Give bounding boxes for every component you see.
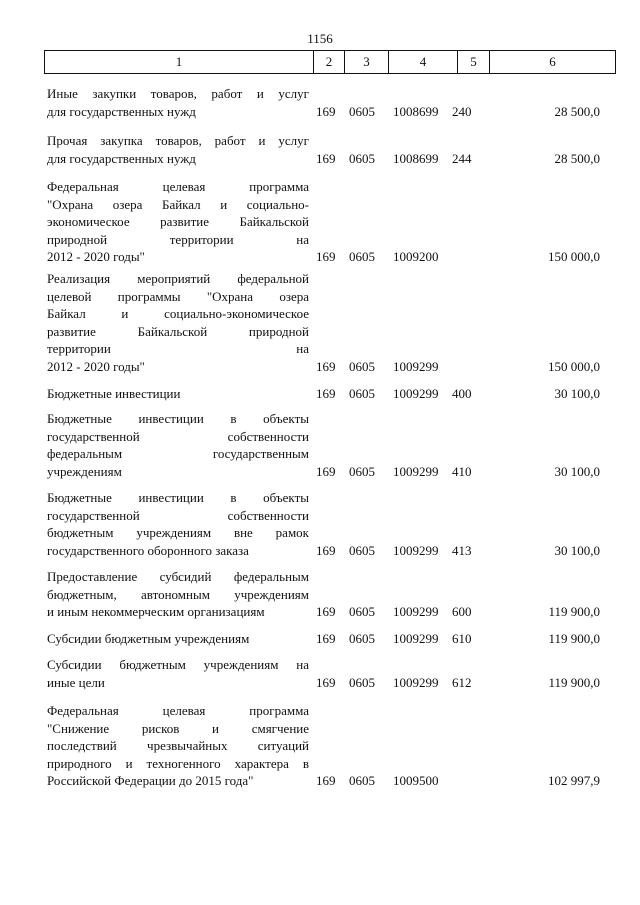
- target-article-code: 1009299: [393, 631, 439, 646]
- amount-value: 119 900,0: [548, 631, 600, 646]
- row-description: [47, 410, 309, 480]
- target-article-code: 1009299: [393, 386, 439, 401]
- description-line: развитие Байкальской природной: [47, 323, 309, 339]
- target-article-code: 1009500: [393, 773, 439, 788]
- row-description: [47, 702, 309, 790]
- description-line: для государственных нужд: [47, 103, 196, 119]
- ministry-code: 169: [316, 463, 336, 479]
- row-description: [47, 630, 309, 648]
- expense-type-code: 410: [452, 463, 472, 479]
- description-line: государственного оборонного заказа: [47, 542, 249, 558]
- description-line: территории на: [47, 341, 309, 356]
- description-line: природной территории на: [47, 231, 309, 247]
- row-description: [47, 132, 309, 167]
- description-line: Иные закупки товаров, работ и услуг: [47, 86, 309, 101]
- description-line: экономическое развитие Байкальской: [47, 214, 309, 229]
- description-line: для государственных нужд: [47, 150, 196, 166]
- amount-value: 28 500,0: [554, 150, 600, 166]
- description-line: Российской Федерации до 2015 года": [47, 773, 254, 788]
- expense-type-code: 600: [452, 604, 472, 619]
- ministry-code: 169: [316, 386, 336, 401]
- row-description: [47, 568, 309, 621]
- ministry-code: 169: [316, 103, 336, 119]
- description-line: 2012 - 2020 годы": [47, 358, 145, 374]
- ministry-code: 169: [316, 249, 336, 264]
- section-code: 0605: [349, 103, 375, 119]
- ministry-code: 169: [316, 542, 336, 558]
- description-line: "Снижение рисков и смягчение: [47, 720, 309, 736]
- description-line: бюджетным учреждениям вне рамок: [47, 525, 309, 540]
- section-code: 0605: [349, 773, 375, 788]
- amount-value: 30 100,0: [554, 542, 600, 558]
- amount-value: 150 000,0: [548, 358, 600, 374]
- row-description: [47, 489, 309, 559]
- section-code: 0605: [349, 463, 375, 479]
- expense-type-code: 610: [452, 631, 472, 646]
- description-line: и иным некоммерческим организациям: [47, 604, 265, 619]
- row-description: [47, 385, 309, 403]
- section-code: 0605: [349, 358, 375, 374]
- amount-value: 30 100,0: [554, 386, 600, 401]
- description-line: Бюджетные инвестиции в объекты: [47, 490, 309, 505]
- row-description: [47, 85, 309, 120]
- row-description: [47, 270, 309, 375]
- description-line: Байкал и социально-экономическое: [47, 306, 309, 321]
- column-header-2: 2: [314, 51, 345, 74]
- ministry-code: 169: [316, 773, 336, 788]
- target-article-code: 1008699: [393, 103, 439, 119]
- description-line: Федеральная целевая программа: [47, 703, 309, 718]
- section-code: 0605: [349, 249, 375, 264]
- amount-value: 102 997,9: [548, 773, 600, 788]
- description-line: иные цели: [47, 674, 105, 690]
- target-article-code: 1009299: [393, 542, 439, 558]
- description-line: Предоставление субсидий федеральным: [47, 569, 309, 584]
- section-code: 0605: [349, 386, 375, 401]
- expense-type-code: 400: [452, 386, 472, 401]
- target-article-code: 1009299: [393, 463, 439, 479]
- description-line: Прочая закупка товаров, работ и услуг: [47, 133, 309, 148]
- row-description: [47, 178, 309, 266]
- target-article-code: 1009299: [393, 358, 439, 374]
- expense-type-code: 612: [452, 674, 472, 690]
- target-article-code: 1009299: [393, 674, 439, 690]
- page-number: 1156: [307, 31, 333, 46]
- amount-value: 30 100,0: [554, 463, 600, 479]
- ministry-code: 169: [316, 674, 336, 690]
- expense-type-code: 413: [452, 542, 472, 558]
- description-line: Бюджетные инвестиции: [47, 386, 181, 401]
- target-article-code: 1009299: [393, 604, 439, 619]
- column-header-5: 5: [458, 51, 490, 74]
- description-line: Реализация мероприятий федеральной: [47, 271, 309, 286]
- expense-type-code: 244: [452, 150, 472, 166]
- amount-value: 119 900,0: [548, 674, 600, 690]
- column-number-header: [44, 50, 616, 74]
- description-line: 2012 - 2020 годы": [47, 249, 145, 264]
- row-description: [47, 656, 309, 691]
- amount-value: 28 500,0: [554, 103, 600, 119]
- description-line: Субсидии бюджетным учреждениям: [47, 631, 250, 646]
- column-header-4: 4: [389, 51, 458, 74]
- section-code: 0605: [349, 604, 375, 619]
- target-article-code: 1009200: [393, 249, 439, 264]
- amount-value: 150 000,0: [548, 249, 600, 264]
- column-header-1: 1: [45, 51, 314, 74]
- ministry-code: 169: [316, 150, 336, 166]
- section-code: 0605: [349, 674, 375, 690]
- section-code: 0605: [349, 542, 375, 558]
- description-line: целевой программы "Охрана озера: [47, 288, 309, 304]
- description-line: бюджетным, автономным учреждениям: [47, 586, 309, 602]
- description-line: федеральным государственным: [47, 446, 309, 461]
- description-line: Субсидии бюджетным учреждениям на: [47, 657, 309, 672]
- description-line: природного и техногенного характера в: [47, 755, 309, 771]
- description-line: учреждениям: [47, 463, 122, 479]
- ministry-code: 169: [316, 604, 336, 619]
- target-article-code: 1008699: [393, 150, 439, 166]
- column-header-3: 3: [345, 51, 389, 74]
- section-code: 0605: [349, 631, 375, 646]
- description-line: государственной собственности: [47, 507, 309, 523]
- ministry-code: 169: [316, 631, 336, 646]
- expense-type-code: 240: [452, 103, 472, 119]
- description-line: государственной собственности: [47, 428, 309, 444]
- description-line: Федеральная целевая программа: [47, 179, 309, 194]
- section-code: 0605: [349, 150, 375, 166]
- ministry-code: 169: [316, 358, 336, 374]
- amount-value: 119 900,0: [548, 604, 600, 619]
- description-line: "Охрана озера Байкал и социально-: [47, 196, 309, 212]
- description-line: последствий чрезвычайных ситуаций: [47, 738, 309, 753]
- column-header-6: 6: [490, 51, 616, 74]
- description-line: Бюджетные инвестиции в объекты: [47, 411, 309, 426]
